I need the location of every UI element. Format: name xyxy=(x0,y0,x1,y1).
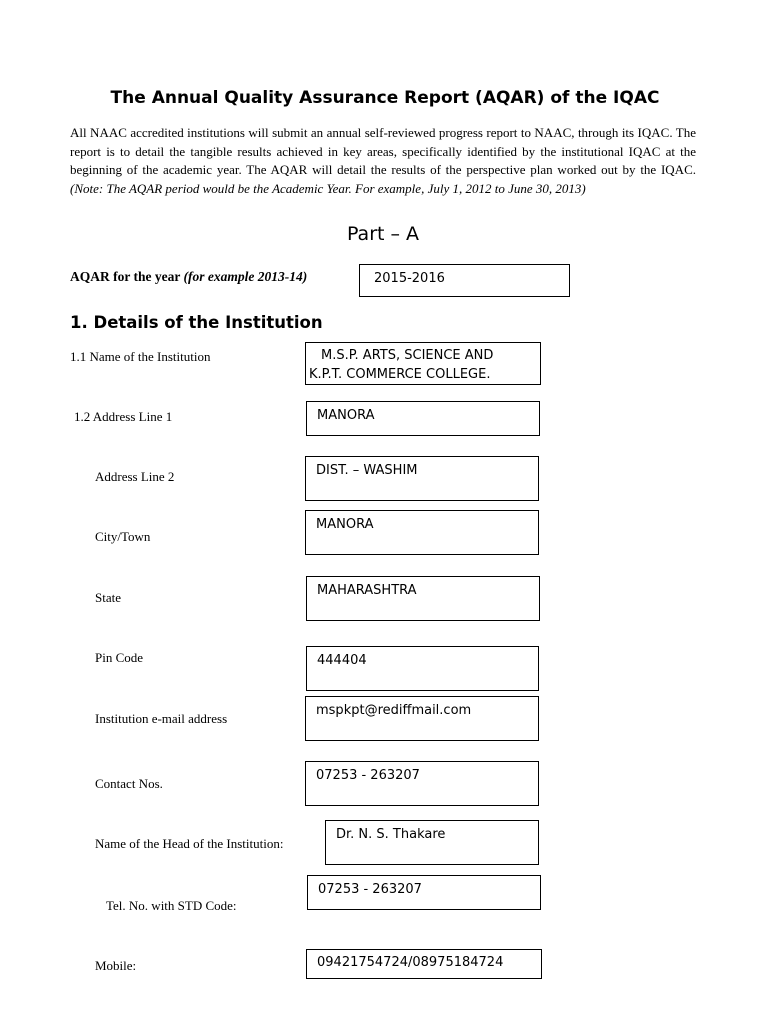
institution-name-field[interactable] xyxy=(305,342,541,385)
intro-paragraph xyxy=(70,124,696,198)
address-line1-field[interactable]: MANORA xyxy=(306,401,540,436)
city-label: City/Town xyxy=(95,529,151,544)
section-heading: 1. Details of the Institution xyxy=(70,313,323,332)
city-field[interactable]: MANORA xyxy=(305,510,539,555)
institution-name-line1: M.S.P. ARTS, SCIENCE AND xyxy=(321,348,494,363)
aqar-year-label xyxy=(70,269,307,285)
pin-code-label: Pin Code xyxy=(95,650,144,665)
page-title: The Annual Quality Assurance Report (AQAR) of the IQAC xyxy=(110,88,660,108)
contact-field[interactable]: 07253 - 263207 xyxy=(305,761,539,806)
pin-code-field[interactable]: 444404 xyxy=(306,646,539,691)
state-label: State xyxy=(95,590,121,605)
part-heading: Part – A xyxy=(346,223,420,245)
address-line1-label: 1.2 Address Line 1 xyxy=(74,409,173,424)
email-label: Institution e-mail address xyxy=(95,711,228,726)
institution-name-line2: K.P.T. COMMERCE COLLEGE. xyxy=(309,367,491,382)
address-line2-label: Address Line 2 xyxy=(95,469,175,484)
contact-label: Contact Nos. xyxy=(95,776,163,791)
institution-name-label: 1.1 Name of the Institution xyxy=(70,349,211,364)
head-name-label: Name of the Head of the Institution: xyxy=(95,836,284,851)
tel-field[interactable]: 07253 - 263207 xyxy=(307,875,541,910)
aqar-year-label-text: AQAR for the year xyxy=(70,269,184,284)
state-field[interactable]: MAHARASHTRA xyxy=(306,576,540,621)
aqar-year-example: (for example 2013-14) xyxy=(183,269,308,284)
tel-label: Tel. No. with STD Code: xyxy=(106,898,237,913)
email-field[interactable]: mspkpt@rediffmail.com xyxy=(305,696,539,741)
address-line2-field[interactable]: DIST. – WASHIM xyxy=(305,456,539,501)
mobile-field[interactable]: 09421754724/08975184724 xyxy=(306,949,542,979)
aqar-year-field[interactable]: 2015-2016 xyxy=(359,264,570,297)
intro-text: All NAAC accredited institutions will submit an annual self-reviewed progress report to NAAC, through its IQAC. The report is to detail the tangible results achieved in key areas, specifically identified by the institutional IQAC at the beginning of the academic year. The AQAR will detail the results of the perspective plan worked out by the IQAC. xyxy=(70,125,696,177)
intro-note: (Note: The AQAR period would be the Academic Year. For example, July 1, 2012 to June 30, 2013) xyxy=(70,180,586,196)
head-name-field[interactable]: Dr. N. S. Thakare xyxy=(325,820,539,865)
mobile-label: Mobile: xyxy=(95,958,137,973)
